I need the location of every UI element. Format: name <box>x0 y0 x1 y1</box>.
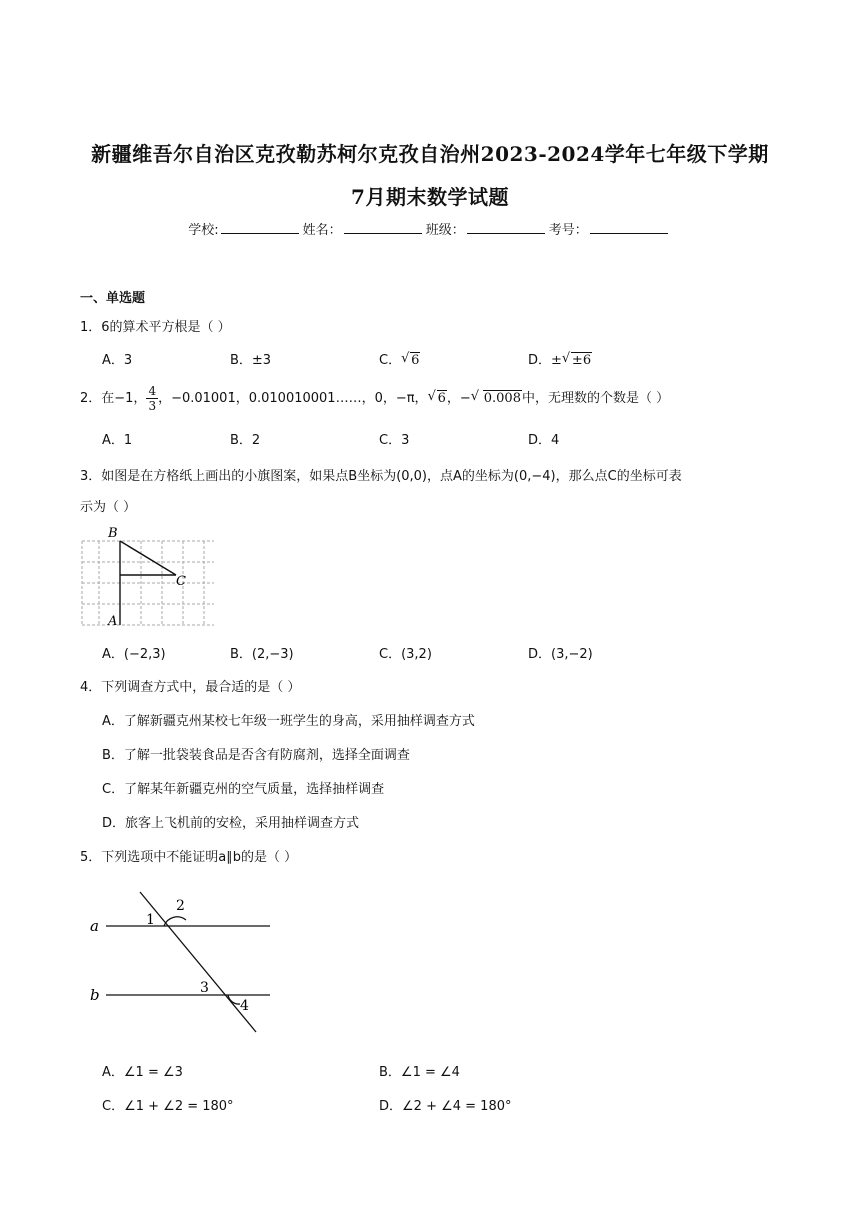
student-info-line <box>0 219 860 238</box>
q2-stem-suffix: 中，无理数的个数是（ ） <box>521 391 670 406</box>
line-b-label: b <box>90 986 100 1004</box>
question-1-option-a[interactable]: A．3 <box>102 353 133 368</box>
point-c-label: C <box>176 574 186 589</box>
school-blank[interactable] <box>221 221 299 234</box>
fraction <box>146 384 158 413</box>
grid-lines <box>82 541 214 625</box>
name-blank[interactable] <box>344 221 422 234</box>
question-4-option-c[interactable]: C．了解某年新疆克州的空气质量，选择抽样调查 <box>102 782 385 797</box>
cube-root-value: 0.008 <box>483 391 521 406</box>
question-2-option-c[interactable]: C．3 <box>379 433 410 448</box>
question-5-option-d[interactable]: D．∠2 + ∠4 = 180° <box>379 1099 512 1114</box>
flag-grid-figure <box>78 523 218 631</box>
exam-no-blank[interactable] <box>590 221 668 234</box>
question-3-option-a[interactable]: A．(−2,3) <box>102 647 166 662</box>
question-4-stem: 4．下列调查方式中，最合适的是（ ） <box>80 680 301 695</box>
question-1-option-d[interactable]: D．±√ ±6 <box>528 349 592 368</box>
question-4-option-b[interactable]: B．了解一批袋装食品是否含有防腐剂，选择全面调查 <box>102 748 410 763</box>
sqrt-value: 6 <box>437 391 446 406</box>
class-blank[interactable] <box>467 221 545 234</box>
question-2-option-b[interactable]: B．2 <box>230 433 261 448</box>
question-3-option-d[interactable]: D．(3,−2) <box>528 647 593 662</box>
name-label: 姓名： <box>302 223 342 238</box>
angle-3-label: 3 <box>200 980 209 996</box>
question-3-stem-line2: 示为（ ） <box>80 500 137 515</box>
sqrt-value: 6 <box>411 353 420 368</box>
section-heading: 一、单选题 <box>80 291 146 306</box>
point-b-label: B <box>108 526 118 541</box>
parallel-lines-figure <box>84 884 284 1036</box>
q2-stem-mid2: ，− <box>446 391 471 406</box>
angle-1-label: 1 <box>146 912 155 928</box>
fraction-numerator: 4 <box>148 384 157 398</box>
class-label: 班级： <box>425 223 465 238</box>
question-2-option-a[interactable]: A．1 <box>102 433 133 448</box>
question-2-option-d[interactable]: D．4 <box>528 433 560 448</box>
line-a-label: a <box>90 917 99 935</box>
option-label: D． <box>528 353 552 368</box>
question-4-option-a[interactable]: A．了解新疆克州某校七年级一班学生的身高，采用抽样调查方式 <box>102 714 475 729</box>
exam-title-line2: 7月期末数学试题 <box>351 185 509 209</box>
question-5-option-c[interactable]: C．∠1 + ∠2 = 180° <box>102 1099 234 1114</box>
exam-no-label: 考号： <box>548 223 588 238</box>
question-5-stem: 5．下列选项中不能证明a∥b的是（ ） <box>80 850 298 865</box>
question-3-option-b[interactable]: B．(2,−3) <box>230 647 294 662</box>
q2-stem-mid: ，−0.0100̇1̇，0.010010001……，0，−π， <box>158 391 428 406</box>
question-3-stem-line1: 3．如图是在方格纸上画出的小旗图案，如果点B坐标为(0,0)，点A的坐标为(0,−4)，那么点C的坐标可表 <box>80 469 682 484</box>
exam-title-line1: 新疆维吾尔自治区克孜勒苏柯尔克孜自治州2023-2024学年七年级下学期 <box>91 142 769 166</box>
question-2-stem <box>80 384 669 413</box>
sqrt-value: ±6 <box>571 353 592 368</box>
point-a-label: A <box>108 614 118 629</box>
school-label: 学校: <box>188 223 219 238</box>
angle-2-label: 2 <box>176 898 185 914</box>
fraction-denominator: 3 <box>148 399 157 413</box>
question-1-stem: 1．6的算术平方根是（ ） <box>80 320 231 335</box>
question-1-option-c[interactable] <box>379 349 420 368</box>
question-5-option-a[interactable]: A．∠1 = ∠3 <box>102 1065 183 1080</box>
q2-stem-prefix: 2．在−1， <box>80 391 147 406</box>
question-1-option-b[interactable]: B．±3 <box>230 353 272 368</box>
option-label: C． <box>379 353 402 368</box>
angle-4-label: 4 <box>240 998 249 1014</box>
question-4-option-d[interactable]: D．旅客上飞机前的安检，采用抽样调查方式 <box>102 816 360 831</box>
question-5-option-b[interactable]: B．∠1 = ∠4 <box>379 1065 460 1080</box>
question-3-option-c[interactable]: C．(3,2) <box>379 647 432 662</box>
